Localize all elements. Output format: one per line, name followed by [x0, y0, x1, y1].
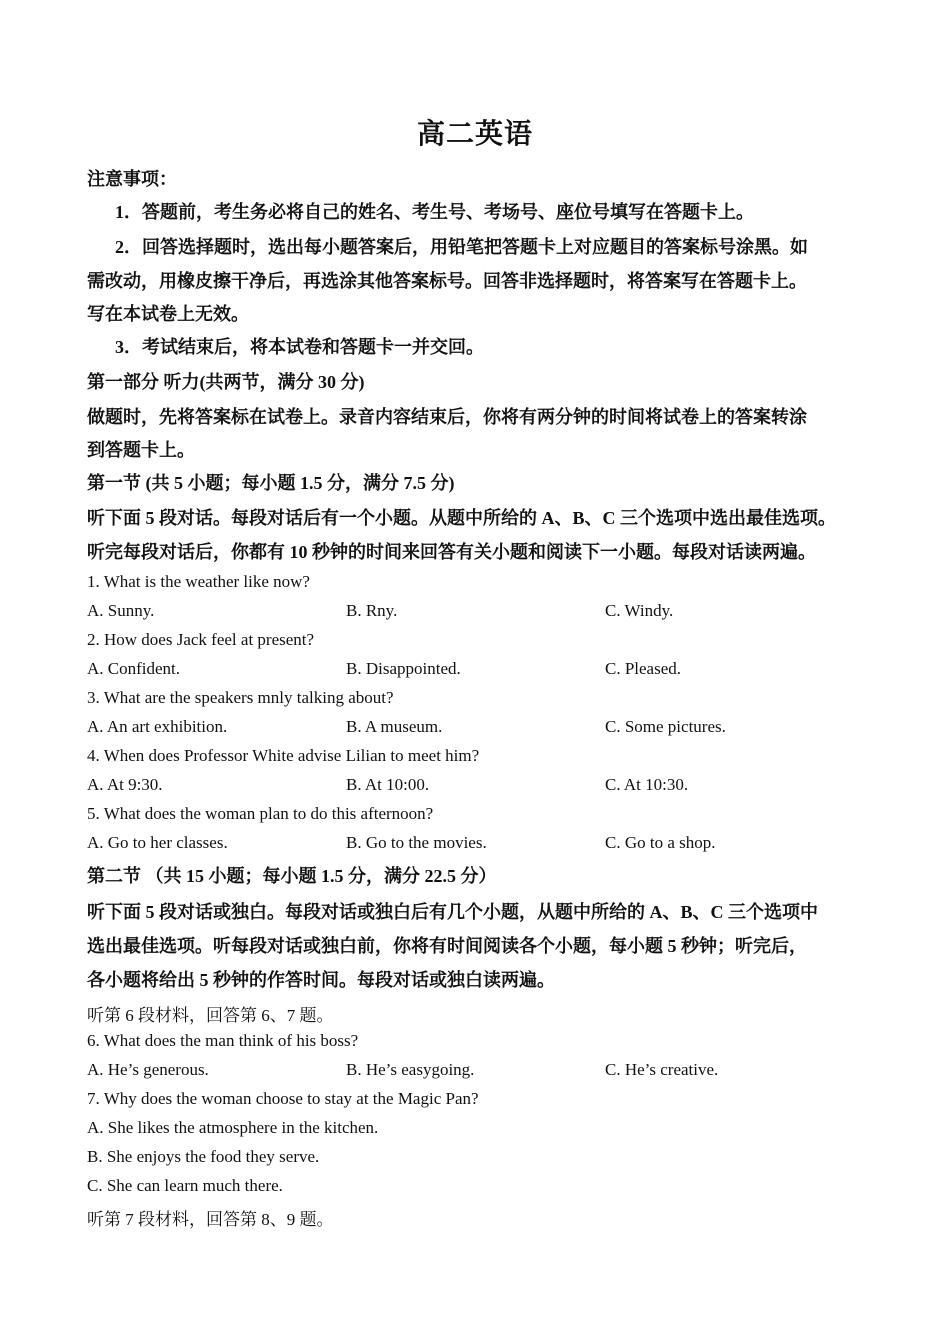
question-4-option-b: B. At 10:00. [346, 775, 430, 794]
question-7-option-b: B. She enjoys the food they serve. [87, 1147, 320, 1166]
question-2-option-a: A. Confident. [87, 659, 181, 678]
notice-item-1: 1．答题前，考生务必将自己的姓名、考生号、考场号、座位号填写在答题卡上。 [115, 202, 754, 222]
notice-item-2-line-1: 2．回答选择题时，选出每小题答案后，用铅笔把答题卡上对应题目的答案标号涂黑。如 [115, 237, 808, 257]
question-4-option-c: C. At 10:30. [605, 775, 689, 794]
section1-heading: 第一节 (共 5 小题；每小题 1.5 分，满分 7.5 分) [87, 473, 455, 493]
question-3-option-a: A. An art exhibition. [87, 717, 228, 736]
question-7-option-c: C. She can learn much there. [87, 1176, 283, 1195]
page-title: 高二英语 [416, 119, 533, 150]
part1-heading: 第一部分 听力(共两节，满分 30 分) [87, 372, 365, 392]
part1-intro-line-2: 到答题卡上。 [87, 440, 195, 460]
question-7-option-a: A. She likes the atmosphere in the kitchen. [87, 1118, 379, 1137]
material-7-note: 听第 7 段材料，回答第 8、9 题。 [87, 1210, 334, 1229]
section2-heading: 第二节 （共 15 小题；每小题 1.5 分，满分 22.5 分） [87, 866, 497, 886]
question-2: 2. How does Jack feel at present? [87, 630, 315, 649]
question-5-option-b: B. Go to the movies. [346, 833, 487, 852]
question-3: 3. What are the speakers mnly talking about? [87, 688, 394, 707]
notice-item-2-line-3: 写在本试卷上无效。 [87, 304, 249, 324]
question-5: 5. What does the woman plan to do this afternoon? [87, 804, 434, 823]
question-1-option-c: C. Windy. [605, 601, 674, 620]
question-4-option-a: A. At 9:30. [87, 775, 163, 794]
part1-intro-line-1: 做题时，先将答案标在试卷上。录音内容结束后，你将有两分钟的时间将试卷上的答案转涂 [87, 407, 807, 427]
question-3-option-b: B. A museum. [346, 717, 443, 736]
question-4: 4. When does Professor White advise Lilian to meet him? [87, 746, 480, 765]
question-3-option-c: C. Some pictures. [605, 717, 726, 736]
section2-instruction-line-3: 各小题将给出 5 秒钟的作答时间。每段对话或独白读两遍。 [87, 970, 555, 990]
question-1-option-a: A. Sunny. [87, 601, 155, 620]
question-6-option-a: A. He’s generous. [87, 1060, 209, 1079]
question-6-option-c: C. He’s creative. [605, 1060, 719, 1079]
question-1-option-b: B. Rny. [346, 601, 398, 620]
material-6-note: 听第 6 段材料，回答第 6、7 题。 [87, 1006, 334, 1025]
section2-instruction-line-1: 听下面 5 段对话或独白。每段对话或独白后有几个小题，从题中所给的 A、B、C 三个选项中 [87, 902, 818, 922]
question-2-option-c: C. Pleased. [605, 659, 682, 678]
question-5-option-a: A. Go to her classes. [87, 833, 228, 852]
question-6: 6. What does the man think of his boss? [87, 1031, 359, 1050]
question-2-option-b: B. Disappointed. [346, 659, 461, 678]
question-1: 1. What is the weather like now? [87, 572, 310, 591]
notice-item-2-line-2: 需改动，用橡皮擦干净后，再选涂其他答案标号。回答非选择题时，将答案写在答题卡上。 [87, 271, 807, 291]
section2-instruction-line-2: 选出最佳选项。听每段对话或独白前，你将有时间阅读各个小题，每小题 5 秒钟；听完后， [87, 936, 807, 956]
notice-heading: 注意事项： [87, 169, 177, 189]
section1-instruction-line-2: 听完每段对话后，你都有 10 秒钟的时间来回答有关小题和阅读下一小题。每段对话读两遍。 [87, 542, 816, 562]
question-7: 7. Why does the woman choose to stay at the Magic Pan? [87, 1089, 479, 1108]
question-5-option-c: C. Go to a shop. [605, 833, 716, 852]
section1-instruction-line-1: 听下面 5 段对话。每段对话后有一个小题。从题中所给的 A、B、C 三个选项中选出最佳选项。 [87, 508, 836, 528]
notice-item-3: 3．考试结束后，将本试卷和答题卡一并交回。 [115, 337, 484, 357]
question-6-option-b: B. He’s easygoing. [346, 1060, 475, 1079]
